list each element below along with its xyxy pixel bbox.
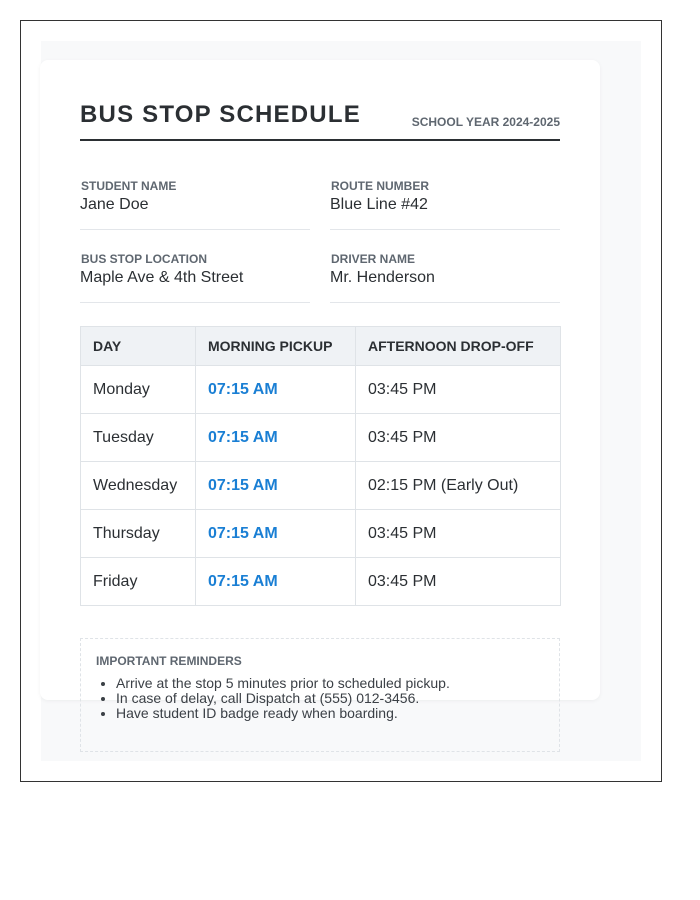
dropoff-time-cell: 03:45 PM	[356, 366, 561, 414]
driver-name-value: Mr. Henderson	[330, 269, 435, 286]
reminder-item: • Arrive at the stop 5 minutes prior to scheduled pickup.	[116, 676, 450, 691]
student-name-field	[80, 179, 310, 230]
route-number-field	[330, 179, 560, 230]
reminders-box	[80, 638, 560, 752]
route-number-label: ROUTE NUMBER	[331, 179, 429, 193]
schedule-header	[80, 99, 560, 141]
day-cell: Thursday	[81, 510, 196, 558]
pickup-time-cell: 07:15 AM	[196, 462, 356, 510]
reminder-item: • Have student ID badge ready when boarding.	[116, 706, 450, 721]
column-header-morning-pickup: MORNING PICKUP	[196, 327, 356, 366]
reminder-item: • In case of delay, call Dispatch at (555) 012-3456.	[116, 691, 450, 706]
bus-stop-location-label: BUS STOP LOCATION	[81, 252, 208, 266]
student-name-value: Jane Doe	[80, 196, 149, 213]
column-header-day: DAY	[81, 327, 196, 366]
table-row	[81, 414, 561, 462]
dropoff-time-cell: 03:45 PM	[356, 558, 561, 606]
pickup-time-cell: 07:15 AM	[196, 414, 356, 462]
dropoff-time-cell: 02:15 PM (Early Out)	[356, 462, 561, 510]
table-row	[81, 462, 561, 510]
table-row	[81, 558, 561, 606]
pickup-time-cell: 07:15 AM	[196, 558, 356, 606]
driver-name-field	[330, 252, 560, 303]
schedule-table	[80, 326, 561, 606]
table-header-row	[81, 327, 561, 366]
day-cell: Tuesday	[81, 414, 196, 462]
day-cell: Friday	[81, 558, 196, 606]
table-row	[81, 510, 561, 558]
driver-name-label: DRIVER NAME	[331, 252, 416, 266]
day-cell: Monday	[81, 366, 196, 414]
reminders-list	[81, 676, 450, 721]
dropoff-time-cell: 03:45 PM	[356, 414, 561, 462]
page-title: BUS STOP SCHEDULE	[80, 101, 361, 128]
route-number-value: Blue Line #42	[330, 196, 428, 213]
bus-stop-location-value: Maple Ave & 4th Street	[80, 269, 244, 286]
pickup-time-cell: 07:15 AM	[196, 366, 356, 414]
column-header-afternoon-dropoff: AFTERNOON DROP-OFF	[356, 327, 561, 366]
reminders-title: IMPORTANT REMINDERS	[96, 654, 242, 668]
school-year: SCHOOL YEAR 2024-2025	[411, 115, 560, 129]
bus-stop-location-field	[80, 252, 310, 303]
table-row	[81, 366, 561, 414]
student-name-label: STUDENT NAME	[81, 179, 177, 193]
pickup-time-cell: 07:15 AM	[196, 510, 356, 558]
dropoff-time-cell: 03:45 PM	[356, 510, 561, 558]
day-cell: Wednesday	[81, 462, 196, 510]
